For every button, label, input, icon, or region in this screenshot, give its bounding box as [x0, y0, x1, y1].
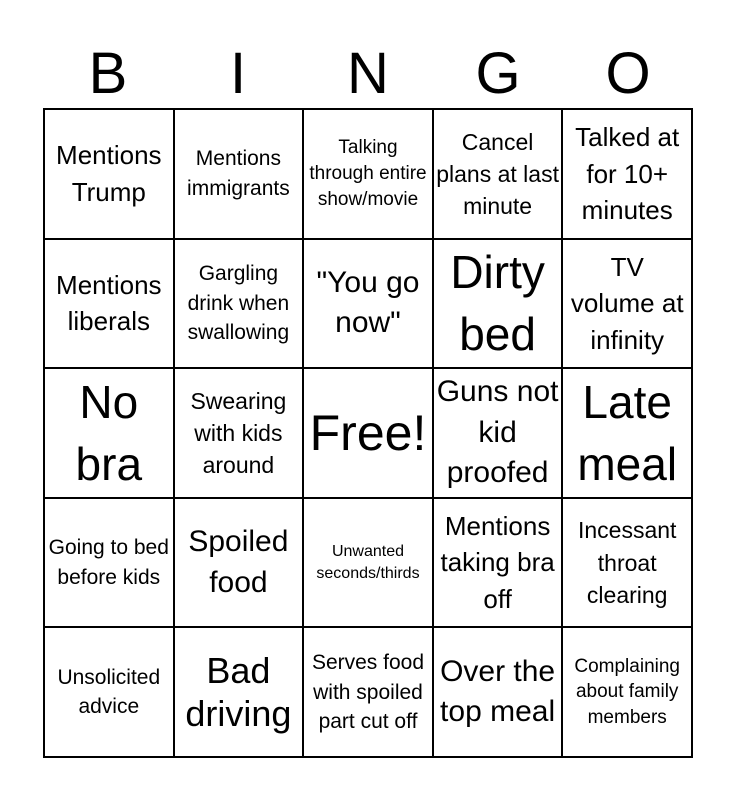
- bingo-cell[interactable]: [45, 240, 175, 370]
- bingo-cell-text: TV volume at infinity: [570, 251, 684, 355]
- bingo-cell-text: Dirty bed: [450, 246, 545, 361]
- bingo-cell-text: Serves food with spoiled part cut off: [311, 651, 425, 733]
- bingo-cell-text: Gargling drink when swallowing: [187, 262, 290, 345]
- bingo-cell[interactable]: [434, 499, 564, 629]
- bingo-cell-text: Unsolicited advice: [57, 665, 161, 719]
- bingo-cell-text: Talking through entire show/movie: [309, 137, 427, 210]
- bingo-cell[interactable]: [563, 369, 693, 499]
- bingo-cell[interactable]: [304, 110, 434, 240]
- bingo-cell[interactable]: [304, 240, 434, 370]
- bingo-cell-text: Late meal: [577, 375, 678, 490]
- bingo-cell-text: Over the top meal: [440, 654, 556, 729]
- bingo-cell[interactable]: [434, 240, 564, 370]
- header-letter-g: G: [475, 41, 521, 106]
- bingo-cell[interactable]: [563, 110, 693, 240]
- bingo-cell[interactable]: [563, 240, 693, 370]
- bingo-cell[interactable]: [434, 628, 564, 758]
- bingo-header: [43, 40, 693, 108]
- bingo-cell-text: Free!: [309, 404, 427, 461]
- bingo-cell[interactable]: [45, 499, 175, 629]
- bingo-cell[interactable]: [45, 369, 175, 499]
- bingo-cell-text: Talked at for 10+ minutes: [575, 122, 680, 225]
- bingo-cell[interactable]: [45, 110, 175, 240]
- bingo-cell-text: Going to bed before kids: [48, 536, 169, 589]
- bingo-cell-text: Guns not kid proofed: [436, 375, 559, 490]
- bingo-cell[interactable]: [175, 240, 305, 370]
- bingo-cell[interactable]: [563, 628, 693, 758]
- bingo-cell[interactable]: [175, 110, 305, 240]
- bingo-cell-text: No bra: [75, 375, 143, 490]
- bingo-cell-text: "You go now": [316, 265, 420, 340]
- bingo-cell[interactable]: [434, 369, 564, 499]
- bingo-cell-text: Unwanted seconds/thirds: [316, 543, 420, 582]
- header-letter-n: N: [347, 41, 389, 106]
- bingo-cell[interactable]: [304, 499, 434, 629]
- header-letter-o: O: [605, 41, 651, 106]
- bingo-cell[interactable]: [45, 628, 175, 758]
- bingo-grid: [43, 108, 693, 758]
- bingo-cell-text: Bad driving: [185, 650, 292, 735]
- bingo-cell-text: Mentions Trump: [56, 140, 162, 207]
- bingo-cell-text: Mentions taking bra off: [440, 511, 555, 614]
- bingo-cell-text: Complaining about family members: [574, 655, 680, 729]
- bingo-cell[interactable]: [304, 628, 434, 758]
- bingo-cell-text: Mentions immigrants: [187, 147, 290, 200]
- bingo-cell[interactable]: [175, 628, 305, 758]
- bingo-cell[interactable]: [175, 369, 305, 499]
- bingo-cell-text: Cancel plans at last minute: [436, 128, 559, 219]
- bingo-cell-text: Incessant throat clearing: [577, 517, 677, 608]
- header-letter-b: B: [88, 41, 128, 106]
- bingo-cell-text: Mentions liberals: [56, 270, 162, 337]
- bingo-cell[interactable]: [563, 499, 693, 629]
- bingo-cell[interactable]: [175, 499, 305, 629]
- header-letter-i: I: [229, 41, 247, 106]
- bingo-cell[interactable]: [304, 369, 434, 499]
- bingo-cell[interactable]: [434, 110, 564, 240]
- bingo-cell-text: Swearing with kids around: [190, 387, 287, 479]
- bingo-cell-text: Spoiled food: [188, 525, 289, 599]
